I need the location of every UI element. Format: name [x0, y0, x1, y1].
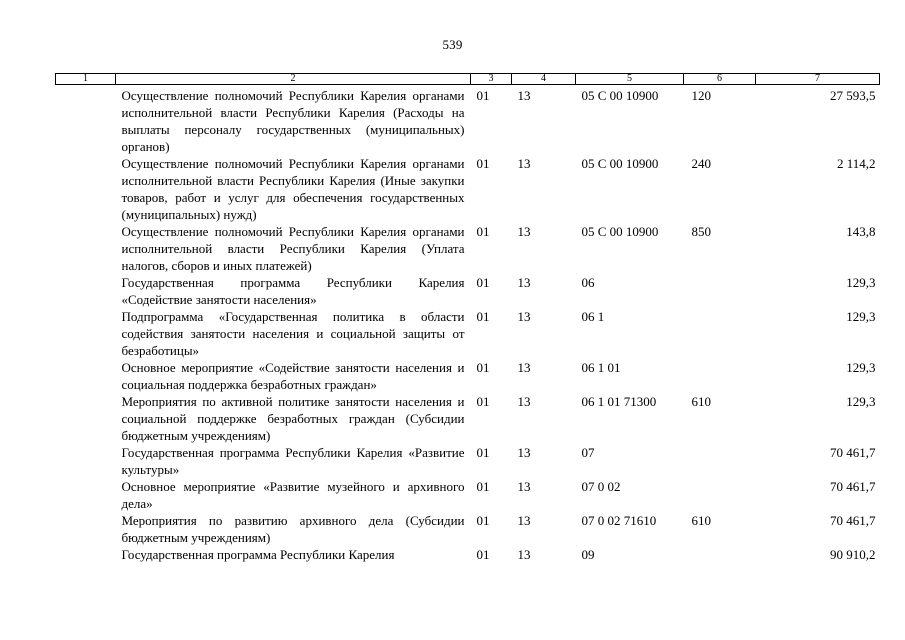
- table-row: [56, 155, 880, 223]
- target-article-code: 07 0 02 71610: [581, 513, 657, 528]
- subsection-code: 13: [517, 394, 531, 409]
- row-index-cell: [56, 308, 116, 359]
- table-row: [56, 393, 880, 444]
- target-article-code: 06 1: [581, 309, 605, 324]
- amount: 129,3: [846, 309, 876, 324]
- row-index-cell: [56, 512, 116, 546]
- expense-type-code: [684, 444, 756, 478]
- table-row: [56, 223, 880, 274]
- section-code: 01: [476, 547, 490, 562]
- column-number-row: [56, 74, 880, 85]
- amount: 129,3: [846, 275, 876, 290]
- expense-type-code: [684, 308, 756, 359]
- subsection-code: 13: [517, 360, 531, 375]
- column-header-2: 2: [116, 74, 471, 85]
- amount: 129,3: [846, 394, 876, 409]
- section-code: 01: [476, 479, 490, 494]
- expense-name: Мероприятия по активной политике занятости населения и социальной поддержке безработных граждан (Субсидии бюджетным учреждениям): [121, 394, 465, 443]
- table-row: [56, 512, 880, 546]
- expense-name: Государственная программа Республики Карелия: [121, 547, 395, 562]
- section-code: 01: [476, 309, 490, 324]
- table-row: [56, 546, 880, 563]
- expense-name: Осуществление полномочий Республики Карелия органами исполнительной власти Республики Карелия (Расходы на выплаты персоналу государственных (муниципальных) органов): [121, 88, 465, 154]
- table-body: [56, 85, 880, 564]
- row-index-cell: [56, 359, 116, 393]
- expense-type-code: 240: [691, 156, 711, 171]
- table-row: [56, 85, 880, 156]
- page-number: 539: [442, 37, 463, 52]
- row-index-cell: [56, 155, 116, 223]
- target-article-code: 05 С 00 10900: [581, 156, 659, 171]
- target-article-code: 05 С 00 10900: [581, 88, 659, 103]
- section-code: 01: [476, 445, 490, 460]
- subsection-code: 13: [517, 224, 531, 239]
- section-code: 01: [476, 275, 490, 290]
- amount: 27 593,5: [830, 88, 876, 103]
- section-code: 01: [476, 513, 490, 528]
- section-code: 01: [476, 224, 490, 239]
- amount: 143,8: [846, 224, 876, 239]
- section-code: 01: [476, 156, 490, 171]
- row-index-cell: [56, 274, 116, 308]
- table-row: [56, 274, 880, 308]
- section-code: 01: [476, 360, 490, 375]
- target-article-code: 05 С 00 10900: [581, 224, 659, 239]
- table-header: [56, 74, 880, 85]
- row-index-cell: [56, 478, 116, 512]
- row-index-cell: [56, 85, 116, 156]
- column-header-1: 1: [56, 74, 116, 85]
- target-article-code: 06: [581, 275, 595, 290]
- column-header-7: 7: [756, 74, 880, 85]
- target-article-code: 06 1 01 71300: [581, 394, 657, 409]
- amount: 129,3: [846, 360, 876, 375]
- column-header-3: 3: [471, 74, 512, 85]
- column-header-5: 5: [576, 74, 684, 85]
- expense-type-code: [684, 274, 756, 308]
- section-code: 01: [476, 88, 490, 103]
- expense-type-code: [684, 359, 756, 393]
- subsection-code: 13: [517, 88, 531, 103]
- expense-name: Подпрограмма «Государственная политика в области содействия занятости населения и социальной защиты от безработицы»: [121, 309, 465, 358]
- expense-type-code: 120: [691, 88, 711, 103]
- target-article-code: 06 1 01: [581, 360, 621, 375]
- expense-type-code: 610: [691, 513, 711, 528]
- subsection-code: 13: [517, 309, 531, 324]
- table-row: [56, 359, 880, 393]
- subsection-code: 13: [517, 275, 531, 290]
- subsection-code: 13: [517, 513, 531, 528]
- row-index-cell: [56, 444, 116, 478]
- table-row: [56, 444, 880, 478]
- expense-name: Государственная программа Республики Карелия «Развитие культуры»: [121, 445, 465, 477]
- section-code: 01: [476, 394, 490, 409]
- target-article-code: 09: [581, 547, 595, 562]
- table-row: [56, 478, 880, 512]
- subsection-code: 13: [517, 156, 531, 171]
- expense-name: Мероприятия по развитию архивного дела (Субсидии бюджетным учреждениям): [121, 513, 465, 545]
- amount: 70 461,7: [830, 513, 876, 528]
- budget-table: [55, 73, 880, 563]
- row-index-cell: [56, 546, 116, 563]
- target-article-code: 07 0 02: [581, 479, 621, 494]
- expense-type-code: [684, 478, 756, 512]
- expense-name: Осуществление полномочий Республики Карелия органами исполнительной власти Республики Карелия (Иные закупки товаров, работ и услуг для обеспечения государственных (муниципальных) нужд): [121, 156, 465, 222]
- amount: 70 461,7: [830, 479, 876, 494]
- expense-name: Осуществление полномочий Республики Карелия органами исполнительной власти Республики Карелия (Уплата налогов, сборов и иных платежей): [121, 224, 465, 273]
- expense-name: Государственная программа Республики Карелия «Содействие занятости населения»: [121, 275, 465, 307]
- subsection-code: 13: [517, 547, 531, 562]
- expense-type-code: 850: [691, 224, 711, 239]
- amount: 70 461,7: [830, 445, 876, 460]
- subsection-code: 13: [517, 445, 531, 460]
- amount: 2 114,2: [836, 156, 876, 171]
- column-header-4: 4: [512, 74, 576, 85]
- column-header-6: 6: [684, 74, 756, 85]
- expense-type-code: 610: [691, 394, 711, 409]
- subsection-code: 13: [517, 479, 531, 494]
- expense-type-code: [684, 546, 756, 563]
- expense-name: Основное мероприятие «Содействие занятости населения и социальная поддержка безработных граждан»: [121, 360, 465, 392]
- row-index-cell: [56, 223, 116, 274]
- target-article-code: 07: [581, 445, 595, 460]
- expense-name: Основное мероприятие «Развитие музейного и архивного дела»: [121, 479, 465, 511]
- row-index-cell: [56, 393, 116, 444]
- amount: 90 910,2: [830, 547, 876, 562]
- table-row: [56, 308, 880, 359]
